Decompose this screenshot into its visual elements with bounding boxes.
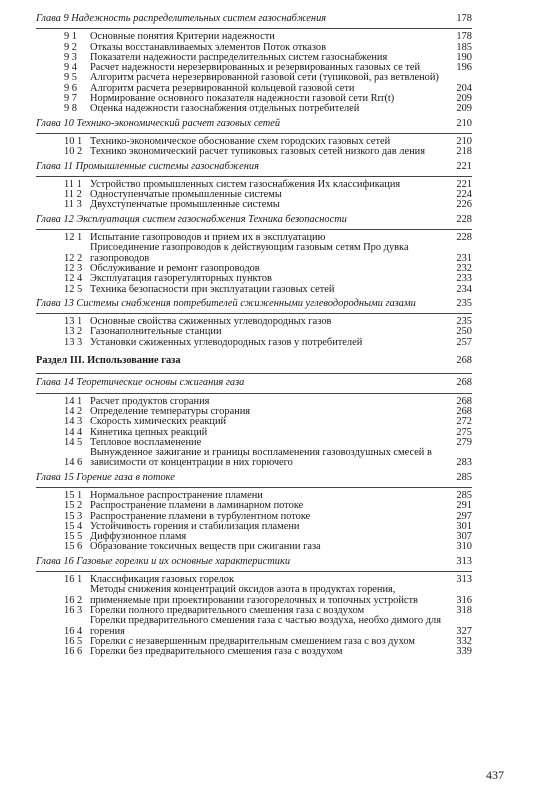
section-number: 13 3 — [64, 336, 83, 348]
section-number: 11 1 — [64, 178, 82, 190]
entry-page: 268 — [456, 377, 472, 389]
entry-page: 185 — [456, 41, 472, 53]
section-number: 16 3 — [64, 604, 83, 616]
entry-title: Расчет надежности нерезервированных и резервированных газовых се тей — [90, 62, 421, 74]
entry-page: 226 — [456, 199, 472, 211]
entry-title: Глава 10 Технико-экономический расчет газовых сетей — [36, 117, 281, 129]
section-number: 12 3 — [64, 262, 83, 274]
entry-title: Технико-экономическое обоснование схем городских газовых сетей — [90, 135, 391, 147]
entry-title: Раздел III. Использование газа — [36, 355, 181, 367]
entry-title: Присоединение газопроводов к действующим газовым сетям Про дувка газопроводов — [90, 242, 409, 264]
entry-title: Основные понятия Критерии надежности — [90, 31, 275, 43]
toc-item — [36, 542, 472, 552]
entry-page: 221 — [456, 178, 472, 190]
entry-page: 178 — [456, 31, 472, 43]
section-number: 11 3 — [64, 199, 82, 211]
entry-title: Методы снижения концентраций оксидов азота в продуктах горения, применяемые при проектировании газогорелочных и топочных устройств — [90, 584, 418, 606]
section-number: 13 2 — [64, 326, 83, 338]
entry-title: Кинетика цепных реакций — [90, 426, 208, 438]
entry-page: 339 — [456, 646, 472, 658]
entry-title: Нормальное распространение пламени — [90, 489, 263, 501]
entry-title: Глава 13 Системы снабжения потребителей сжиженными углеводородными газами — [36, 297, 416, 309]
entry-title: Тепловое воспламенение — [90, 436, 202, 448]
toc-chapter-heading — [36, 215, 472, 230]
entry-page: 178 — [456, 13, 472, 24]
entry-page: 327 — [456, 625, 472, 637]
entry-title: Глава 12 Эксплуатация систем газоснабжения Техника безопасности — [36, 213, 347, 225]
entry-page: 307 — [456, 531, 472, 543]
toc-item — [36, 647, 472, 657]
entry-title: Глава 16 Газовые горелки и их основные характеристики — [36, 555, 291, 567]
table-of-contents — [36, 14, 472, 657]
entry-page: 301 — [456, 520, 472, 532]
section-number: 14 2 — [64, 405, 83, 417]
entry-title: Отказы восстанавливаемых элементов Поток отказов — [90, 41, 327, 53]
entry-page: 204 — [456, 82, 472, 94]
section-number: 14 1 — [64, 395, 83, 407]
toc-item — [36, 417, 472, 427]
entry-title: Диффузионное пламя — [90, 531, 187, 543]
section-number: 16 1 — [64, 574, 83, 586]
toc-item — [36, 243, 472, 264]
section-number: 14 4 — [64, 426, 83, 438]
entry-page: 285 — [456, 489, 472, 501]
entry-title: Горелки предварительного смешения газа с частью воздуха, необхо димого для горения — [90, 615, 441, 637]
entry-page: 285 — [456, 471, 472, 483]
entry-title: Глава 15 Горение газа в потоке — [36, 471, 175, 483]
entry-page: 250 — [456, 326, 472, 338]
entry-page: 231 — [456, 252, 472, 264]
section-number: 12 2 — [64, 252, 83, 264]
section-number: 15 1 — [64, 489, 83, 501]
toc-item — [36, 585, 472, 606]
section-number: 15 6 — [64, 541, 83, 553]
entry-title: Испытание газопроводов и прием их в эксплуатацию — [90, 232, 326, 244]
section-number: 10 2 — [64, 146, 83, 158]
entry-title: Одноступенчатые промышленные системы — [90, 189, 282, 201]
entry-page: 313 — [456, 574, 472, 586]
entry-title: Техника безопасности при эксплуатации газовых сетей — [90, 283, 335, 295]
entry-page: 313 — [456, 555, 472, 567]
entry-page: 209 — [456, 103, 472, 115]
entry-page: 232 — [456, 262, 472, 274]
toc-item — [36, 147, 472, 157]
entry-title: Алгоритм расчета нерезервированной газовой сети (тупиковой, раз ветвленой) — [90, 72, 439, 84]
entry-page: 332 — [456, 635, 472, 647]
entry-page: 268 — [456, 395, 472, 407]
entry-title: Распространение пламени в турбулентном потоке — [90, 510, 311, 522]
toc-chapter-heading — [36, 473, 472, 488]
section-number: 16 4 — [64, 625, 83, 637]
entry-page: 316 — [456, 594, 472, 606]
entry-title: Эксплуатация газорегуляторных пунктов — [90, 273, 272, 285]
entry-title: Распространение пламени в ламинарном потоке — [90, 500, 304, 512]
entry-title: Устойчивость горения и стабилизация пламени — [90, 520, 300, 532]
entry-page: 279 — [456, 436, 472, 448]
toc-chapter-heading — [36, 557, 472, 572]
entry-title: Горелки с незавершенным предварительным смешением газа с воз духом — [90, 635, 415, 647]
toc-part-heading — [36, 356, 472, 374]
entry-page: 190 — [456, 51, 472, 63]
section-number: 9 1 — [64, 31, 77, 43]
section-number: 9 6 — [64, 82, 77, 94]
entry-title: Вынужденное зажигание и границы воспламенения газовоздушных смесей в зависимости от концентрации в них горючего — [90, 447, 432, 469]
section-number: 10 1 — [64, 135, 83, 147]
entry-page: 235 — [456, 316, 472, 328]
entry-page: 210 — [456, 135, 472, 147]
entry-page: 268 — [456, 405, 472, 417]
entry-page: 275 — [456, 426, 472, 438]
entry-title: Горелки без предварительного смешения газа с воздухом — [90, 646, 343, 658]
toc-chapter-heading — [36, 299, 472, 314]
section-number: 9 2 — [64, 41, 77, 53]
entry-page: 297 — [456, 510, 472, 522]
entry-page: 235 — [456, 297, 472, 309]
toc-chapter-heading — [36, 14, 472, 29]
entry-page: 318 — [456, 604, 472, 616]
section-number: 12 5 — [64, 283, 83, 295]
entry-page: 228 — [456, 213, 472, 225]
toc-item — [36, 285, 472, 295]
entry-title: Показатели надежности распределительных систем газоснабжения — [90, 51, 388, 63]
section-number: 16 2 — [64, 594, 83, 606]
entry-title: Основные свойства сжиженных углеводородных газов — [90, 316, 332, 328]
entry-title: Глава 9 Надежность распределительных систем газоснабжения — [36, 13, 327, 24]
entry-page: 228 — [456, 232, 472, 244]
entry-page: 257 — [456, 336, 472, 348]
entry-page: 234 — [456, 283, 472, 295]
toc-item — [36, 104, 472, 114]
section-number: 14 6 — [64, 457, 83, 469]
entry-title: Установки сжиженных углеводородных газов у потребителей — [90, 336, 363, 348]
toc-chapter-heading — [36, 378, 472, 393]
entry-title: Горелки полного предварительного смешения газа с воздухом — [90, 604, 365, 616]
entry-title: Определение температуры сгорания — [90, 405, 251, 417]
section-number: 9 4 — [64, 62, 77, 74]
entry-title: Классификация газовых горелок — [90, 574, 235, 586]
entry-title: Нормирование основного показателя надежности газовой сети Rrr(t) — [90, 93, 395, 105]
section-number: 11 2 — [64, 189, 82, 201]
toc-item — [36, 338, 472, 348]
section-number: 14 3 — [64, 416, 83, 428]
section-number: 9 3 — [64, 51, 77, 63]
entry-page: 218 — [456, 146, 472, 158]
toc-item — [36, 274, 472, 284]
section-number: 12 1 — [64, 232, 83, 244]
section-number: 15 5 — [64, 531, 83, 543]
entry-title: Глава 11 Промышленные системы газоснабжения — [36, 160, 259, 172]
entry-title: Устройство промышленных систем газоснабжения Их классификация — [90, 178, 401, 190]
toc-item — [36, 200, 472, 210]
entry-title: Двухступенчатые промышленные системы — [90, 199, 280, 211]
section-number: 15 3 — [64, 510, 83, 522]
entry-page: 224 — [456, 189, 472, 201]
entry-page: 221 — [456, 160, 472, 172]
entry-page: 210 — [456, 117, 472, 129]
section-number: 16 6 — [64, 646, 83, 658]
toc-item — [36, 616, 472, 637]
entry-page: 291 — [456, 500, 472, 512]
entry-page: 272 — [456, 416, 472, 428]
entry-page: 283 — [456, 457, 472, 469]
section-number: 16 5 — [64, 635, 83, 647]
section-number: 14 5 — [64, 436, 83, 448]
entry-title: Обслуживание и ремонт газопроводов — [90, 262, 260, 274]
page-number: 437 — [486, 768, 504, 782]
section-number: 13 1 — [64, 316, 83, 328]
section-number: 15 2 — [64, 500, 83, 512]
entry-page: 310 — [456, 541, 472, 553]
section-number: 9 5 — [64, 72, 77, 84]
entry-title: Оценка надежности газоснабжения отдельных потребителей — [90, 103, 360, 115]
section-number: 9 8 — [64, 103, 77, 115]
entry-page: 268 — [456, 355, 472, 367]
section-number: 12 4 — [64, 273, 83, 285]
entry-page: 209 — [456, 93, 472, 105]
entry-title: Алгоритм расчета резервированной кольцевой газовой сети — [90, 82, 355, 94]
entry-title: Расчет продуктов сгорания — [90, 395, 210, 407]
entry-title: Глава 14 Теоретические основы сжигания газа — [36, 377, 245, 389]
entry-title: Образование токсичных веществ при сжигании газа — [90, 541, 321, 553]
toc-chapter-heading — [36, 162, 472, 177]
entry-title: Технико экономический расчет тупиковых газовых сетей низкого дав ления — [90, 146, 425, 158]
entry-title: Скорость химических реакций — [90, 416, 227, 428]
entry-title: Газонаполнительные станции — [90, 326, 222, 338]
section-number: 15 4 — [64, 520, 83, 532]
toc-chapter-heading — [36, 119, 472, 134]
entry-page: 233 — [456, 273, 472, 285]
entry-page: 196 — [456, 62, 472, 74]
toc-item — [36, 448, 472, 469]
section-number: 9 7 — [64, 93, 77, 105]
